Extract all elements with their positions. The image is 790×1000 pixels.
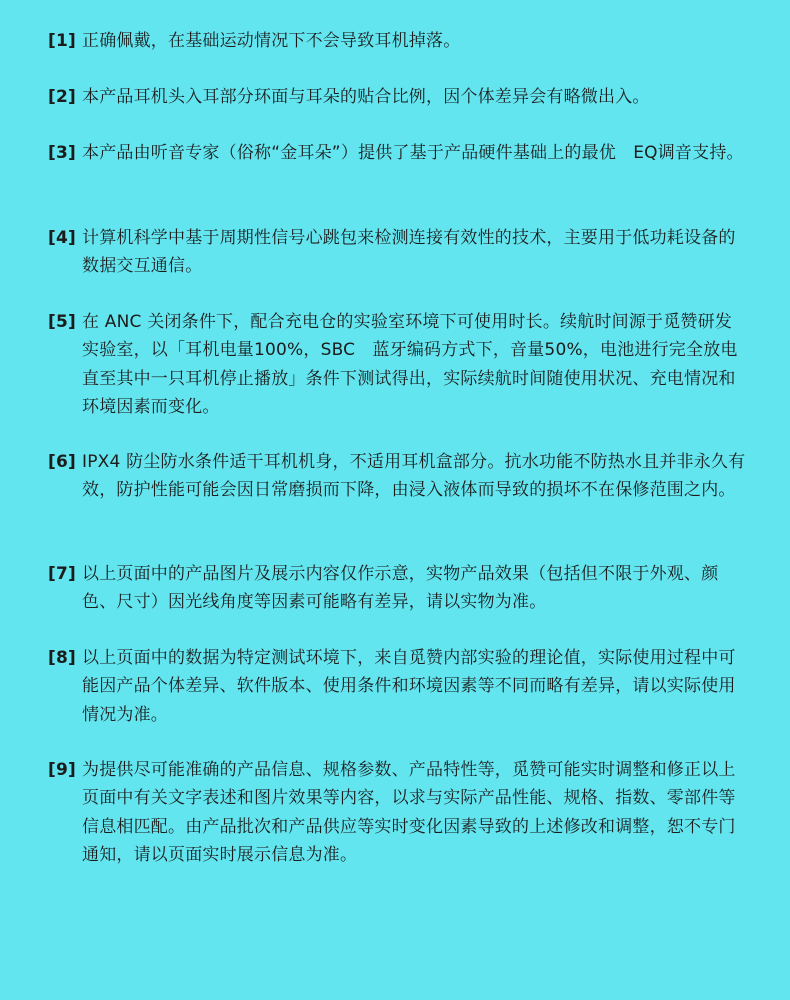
note-number: [2] bbox=[48, 87, 76, 107]
note-6 bbox=[48, 448, 748, 505]
note-text: 为提供尽可能准确的产品信息、规格参数、产品特性等，觅赞可能实时调整和修正以上页面中有关文字表述和图片效果等内容，以求与实际产品性能、规格、指数、零部件等信息相匹配。由产品批次和产品供应等实时变化因素导致的上述修改和调整，恕不专门通知，请以页面实时展示信息为准。 bbox=[82, 760, 736, 865]
note-1 bbox=[48, 27, 748, 55]
note-7 bbox=[48, 560, 748, 617]
note-number: [6] bbox=[48, 452, 76, 472]
note-text: 本产品耳机头入耳部分环面与耳朵的贴合比例，因个体差异会有略微出入。 bbox=[82, 87, 650, 107]
note-5 bbox=[48, 308, 748, 421]
note-number: [4] bbox=[48, 228, 76, 248]
note-text: 计算机科学中基于周期性信号心跳包来检测连接有效性的技术，主要用于低功耗设备的数据交互通信。 bbox=[82, 228, 736, 277]
note-number: [8] bbox=[48, 648, 76, 668]
note-4 bbox=[48, 224, 748, 281]
note-number: [3] bbox=[48, 143, 76, 163]
note-2 bbox=[48, 83, 748, 111]
note-number: [1] bbox=[48, 31, 76, 51]
note-text: IPX4 防尘防水条件适干耳机机身，不适用耳机盒部分。抗水功能不防热水且并非永久有效，防护性能可能会因日常磨损而下降，由浸入液体而导致的损坏不在保修范围之内。 bbox=[82, 452, 746, 501]
note-9 bbox=[48, 756, 748, 869]
note-text: 以上页面中的数据为特定测试环境下，来自觅赞内部实验的理论值，实际使用过程中可能因产品个体差异、软件版本、使用条件和环境因素等不同而略有差异，请以实际使用情况为准。 bbox=[82, 648, 736, 725]
note-number: [7] bbox=[48, 564, 76, 584]
note-number: [9] bbox=[48, 760, 76, 780]
note-number: [5] bbox=[48, 312, 76, 332]
note-text: 正确佩戴，在基础运动情况下不会导致耳机掉落。 bbox=[82, 31, 461, 51]
note-text: 以上页面中的产品图片及展示内容仅作示意，实物产品效果（包括但不限于外观、颜色、尺寸）因光线角度等因素可能略有差异，请以实物为准。 bbox=[82, 564, 719, 613]
note-text: 本产品由听音专家（俗称“金耳朵”）提供了基于产品硬件基础上的最优 EQ调音支持。 bbox=[82, 143, 744, 163]
note-3 bbox=[48, 139, 748, 167]
note-8 bbox=[48, 644, 748, 729]
note-text: 在 ANC 关闭条件下，配合充电仓的实验室环境下可使用时长。续航时间源于觅赞研发实验室，以「耳机电量100%，SBC 蓝牙编码方式下，音量50%，电池进行完全放电直至其中一只耳机停止播放」条件下测试得出，实际续航时间随使用状况、充电情况和环境因素而变化。 bbox=[82, 312, 738, 417]
